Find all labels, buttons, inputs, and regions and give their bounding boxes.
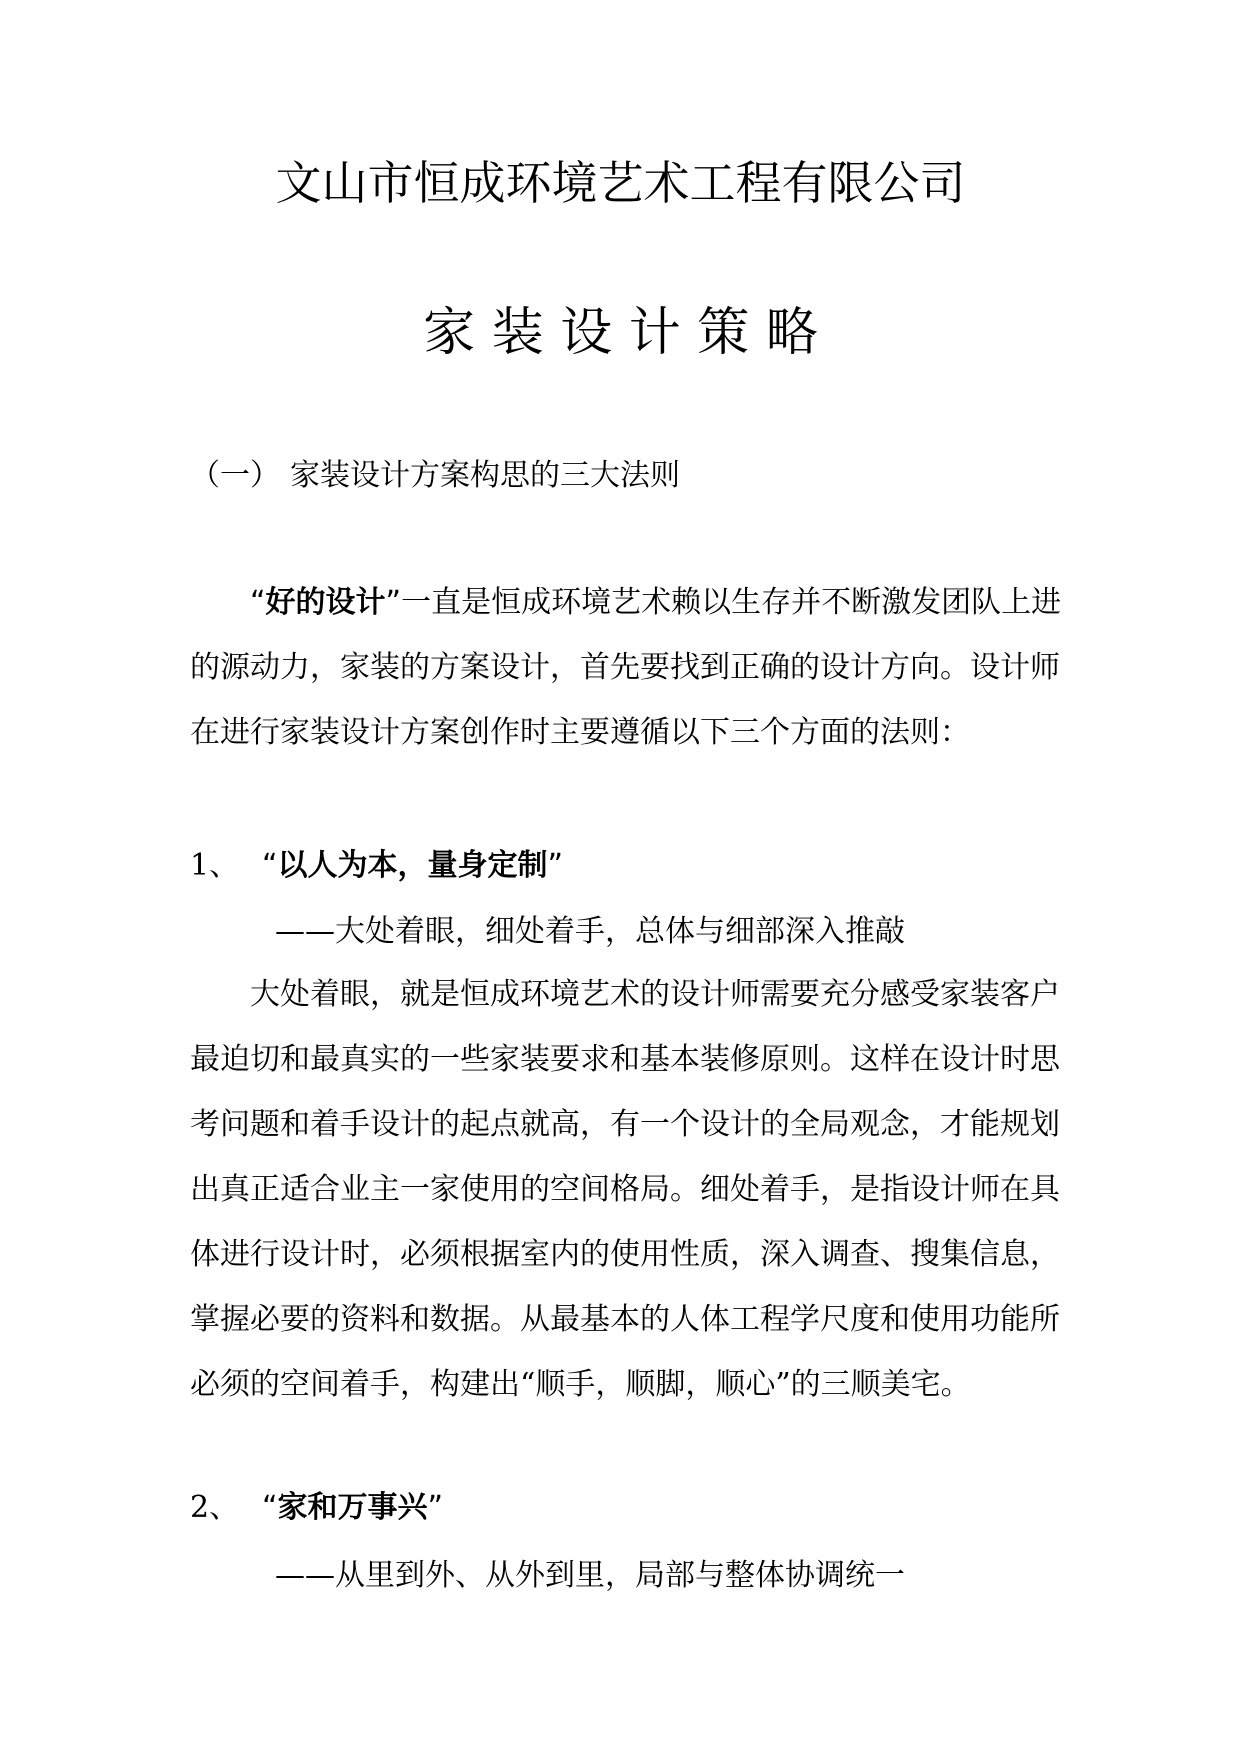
item-2-title: 家和万事兴 <box>277 1490 428 1525</box>
document-title: 家 装 设 计 策 略 <box>423 303 818 363</box>
intro-line-2: 的源动力，家装的方案设计，首先要找到正确的设计方向。设计师 <box>190 650 1060 685</box>
item-1-number: 1、 <box>190 848 240 883</box>
intro-line-3: 在进行家装设计方案创作时主要遵循以下三个方面的法则： <box>190 715 970 750</box>
paragraph-line: 掌握必要的资料和数据。从最基本的人体工程学尺度和使用功能所 <box>190 1302 1060 1337</box>
item-2-subtitle: ——从里到外、从外到里，局部与整体协调统一 <box>275 1558 905 1593</box>
quote-open: “ <box>250 585 266 620</box>
paragraph-line: 大处着眼，就是恒成环境艺术的设计师需要充分感受家装客户 <box>250 977 1060 1012</box>
paragraph-line: 必须的空间着手，构建出“顺手，顺脚，顺心”的三顺美宅。 <box>190 1367 971 1402</box>
intro-line-1 <box>190 570 1070 635</box>
item-2-number: 2、 <box>190 1490 240 1525</box>
paragraph-line: 出真正适合业主一家使用的空间格局。细处着手，是指设计师在具 <box>190 1172 1060 1207</box>
section-number: （一） <box>190 458 280 493</box>
item-1-subtitle: ——大处着眼，细处着手，总体与细部深入推敲 <box>275 914 905 949</box>
quote-close: ” <box>427 1490 444 1525</box>
quote-open: “ <box>262 1490 278 1525</box>
item-1-title: 以人为本，量身定制 <box>277 848 548 883</box>
quote-open: “ <box>262 848 278 883</box>
section-title: 家装设计方案构思的三大法则 <box>290 458 680 493</box>
paragraph-line: 最迫切和最真实的一些家装要求和基本装修原则。这样在设计时思 <box>190 1042 1060 1077</box>
item-1-paragraph <box>190 962 1070 1417</box>
paragraph-line: 考问题和着手设计的起点就高，有一个设计的全局观念，才能规划 <box>190 1107 1060 1142</box>
item-1-heading <box>190 846 563 886</box>
paragraph-line: 体进行设计时，必须根据室内的使用性质，深入调查、搜集信息， <box>190 1237 1060 1272</box>
company-title: 文山市恒成环境艺术工程有限公司 <box>275 156 966 210</box>
intro-line-1-text: 一直是恒成环境艺术赖以生存并不断激发团队上进 <box>401 585 1062 620</box>
quote-close: ” <box>385 585 402 620</box>
intro-emphasis: 好的设计 <box>265 585 386 620</box>
item-2-heading <box>190 1488 443 1528</box>
quote-close: ” <box>547 848 564 883</box>
section-heading <box>190 456 680 496</box>
intro-paragraph <box>190 570 1070 765</box>
